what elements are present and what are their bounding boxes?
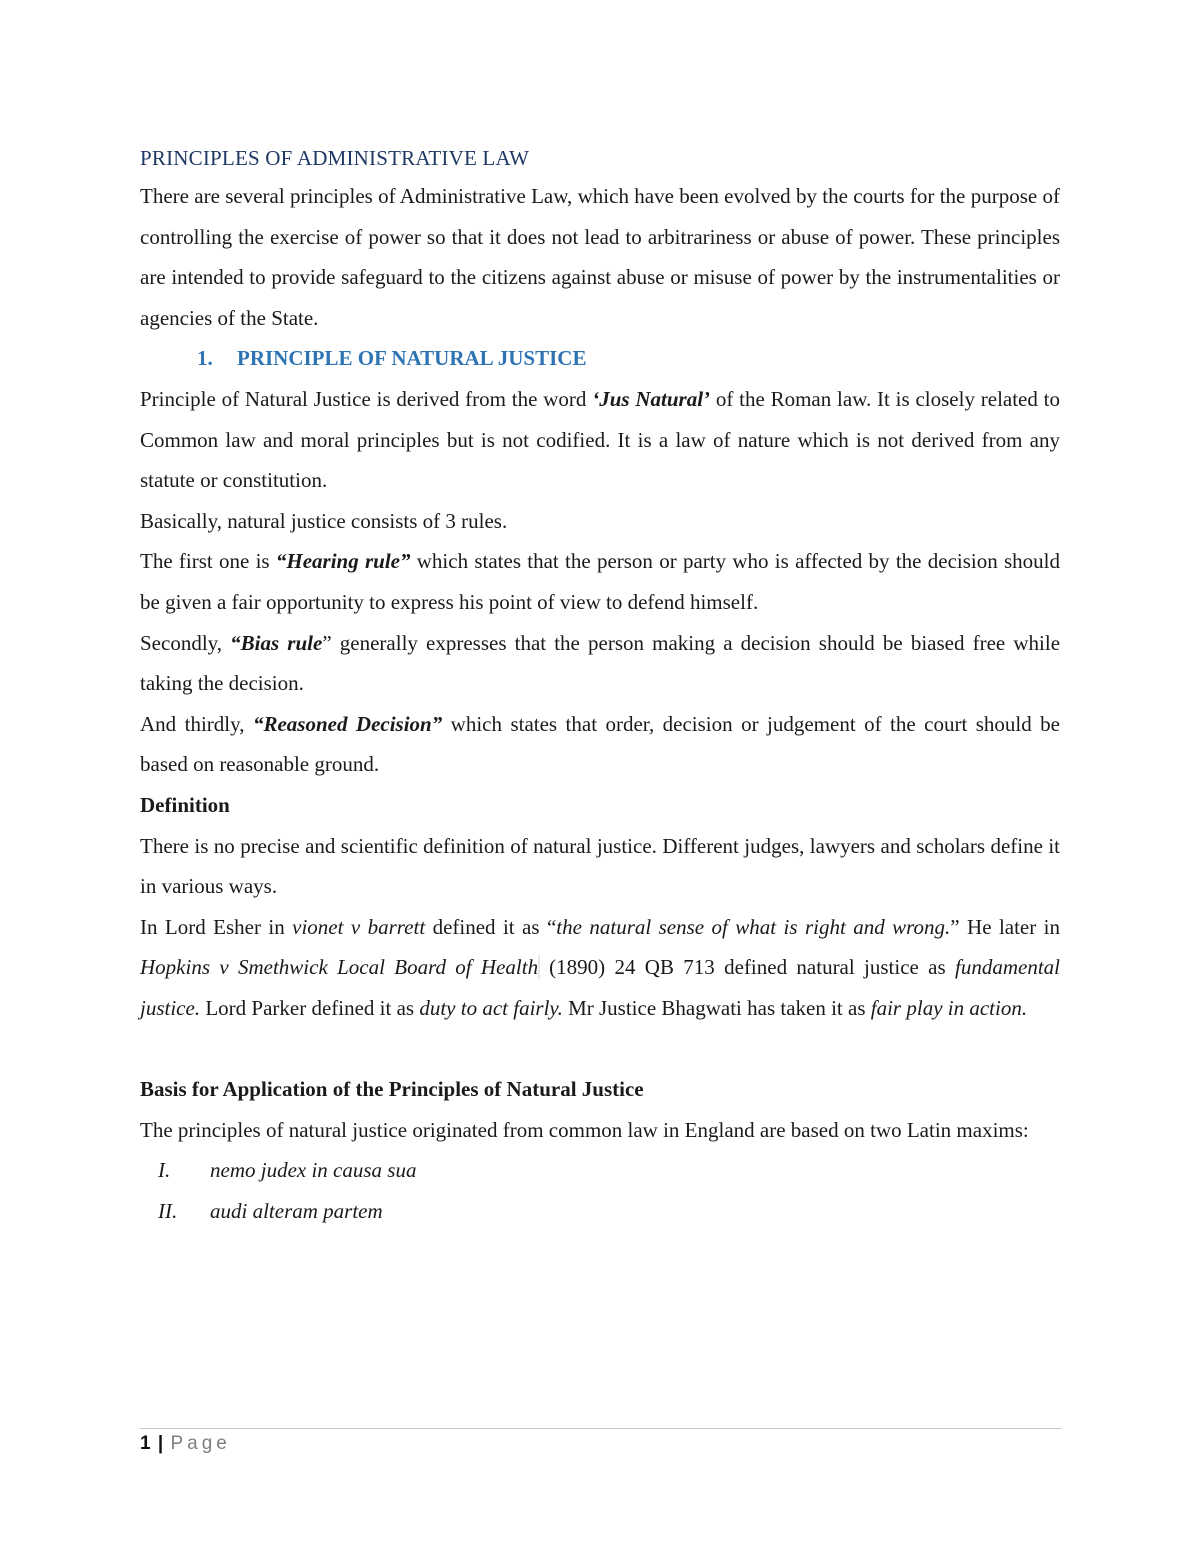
bias-rule-paragraph	[140, 623, 1060, 704]
text-run: Secondly,	[140, 630, 231, 655]
text-run: generally expresses that the person making a decision should be biased free while taking the decision.	[140, 630, 1061, 696]
text-run: which states that order, decision or judgement of the court should be based on reasonable ground.	[140, 711, 1060, 777]
list-numeral: I.	[158, 1158, 171, 1183]
text-run: Principle of Natural Justice is derived from the word	[140, 386, 593, 411]
case-citation: Hopkins v Smethwick Local Board of Health	[140, 955, 539, 980]
page-number: 1	[140, 1433, 151, 1454]
rules-count-paragraph: Basically, natural justice consists of 3 rules.	[140, 508, 508, 533]
list-numeral: II.	[158, 1198, 178, 1223]
text-run: (1890) 24 QB 713 defined natural justice as	[539, 955, 955, 980]
definition-paragraph: There is no precise and scientific definition of natural justice. Different judges, lawyers and scholars define it in various ways.	[140, 833, 1060, 899]
defined-term: duty to act fairly.	[419, 995, 563, 1020]
latin-maxims-list	[140, 1150, 1060, 1231]
reasoned-decision-paragraph	[140, 704, 1060, 785]
list-item	[140, 1150, 1060, 1191]
hearing-rule-paragraph	[140, 541, 1060, 622]
page-label: Page	[170, 1433, 231, 1454]
blank-line	[140, 1028, 1060, 1069]
section-heading-text: PRINCIPLE OF NATURAL JUSTICE	[237, 346, 587, 371]
bias-rule-term: “Bias rule	[230, 630, 323, 655]
natural-justice-origin-paragraph	[140, 379, 1060, 501]
text-run: ”	[322, 630, 332, 655]
section-number: 1.	[197, 346, 213, 371]
intro-paragraph: There are several principles of Administrative Law, which have been evolved by the courts for the purpose of controlling the exercise of power so that it does not lead to arbitrariness or abuse of power. These principles are intended to provide safeguard to the citizens against abuse or misuse of power by the instrumentalities or agencies of the State.	[140, 184, 1060, 330]
page-content	[140, 140, 1060, 1231]
section-heading-natural-justice	[140, 338, 1060, 379]
maxim-text: audi alteram partem	[210, 1198, 383, 1223]
text-run: In Lord Esher in	[140, 914, 293, 939]
text-run: The first one is	[140, 549, 276, 574]
basis-paragraph: The principles of natural justice originated from common law in England are based on two Latin maxims:	[140, 1117, 1029, 1142]
page-footer	[140, 1428, 1062, 1455]
definition-cases-paragraph	[140, 907, 1060, 1029]
quoted-definition: the natural sense of what is right and wrong.	[556, 914, 951, 939]
basis-heading: Basis for Application of the Principles of Natural Justice	[140, 1077, 644, 1102]
defined-term: fundamental justice.	[140, 955, 1060, 1020]
text-run: defined it as “	[425, 914, 557, 939]
case-citation: vionet v barrett	[292, 914, 426, 939]
definition-heading: Definition	[140, 792, 230, 817]
text-run: of the Roman law. It is closely related to Common law and moral principles but is not codified. It is a law of nature which is not derived from any statute or constitution.	[140, 386, 1061, 493]
maxim-text: nemo judex in causa sua	[210, 1158, 417, 1183]
document-title: PRINCIPLES OF ADMINISTRATIVE LAW	[140, 146, 530, 170]
reasoned-decision-term: “Reasoned Decision”	[252, 711, 443, 736]
defined-term: fair play in action.	[870, 995, 1028, 1020]
text-run: Lord Parker defined it as	[200, 995, 420, 1020]
footer-separator: |	[157, 1433, 164, 1454]
text-run: Mr Justice Bhagwati has taken it as	[562, 995, 871, 1020]
text-run: And thirdly,	[140, 711, 253, 736]
hearing-rule-term: “Hearing rule”	[275, 549, 411, 574]
text-run: which states that the person or party who is affected by the decision should be given a fair opportunity to express his point of view to defend himself.	[140, 549, 1060, 614]
text-run: ” He later in	[950, 914, 1060, 939]
jus-natural-term: ‘Jus Natural’	[592, 386, 711, 411]
list-item	[140, 1191, 1060, 1232]
